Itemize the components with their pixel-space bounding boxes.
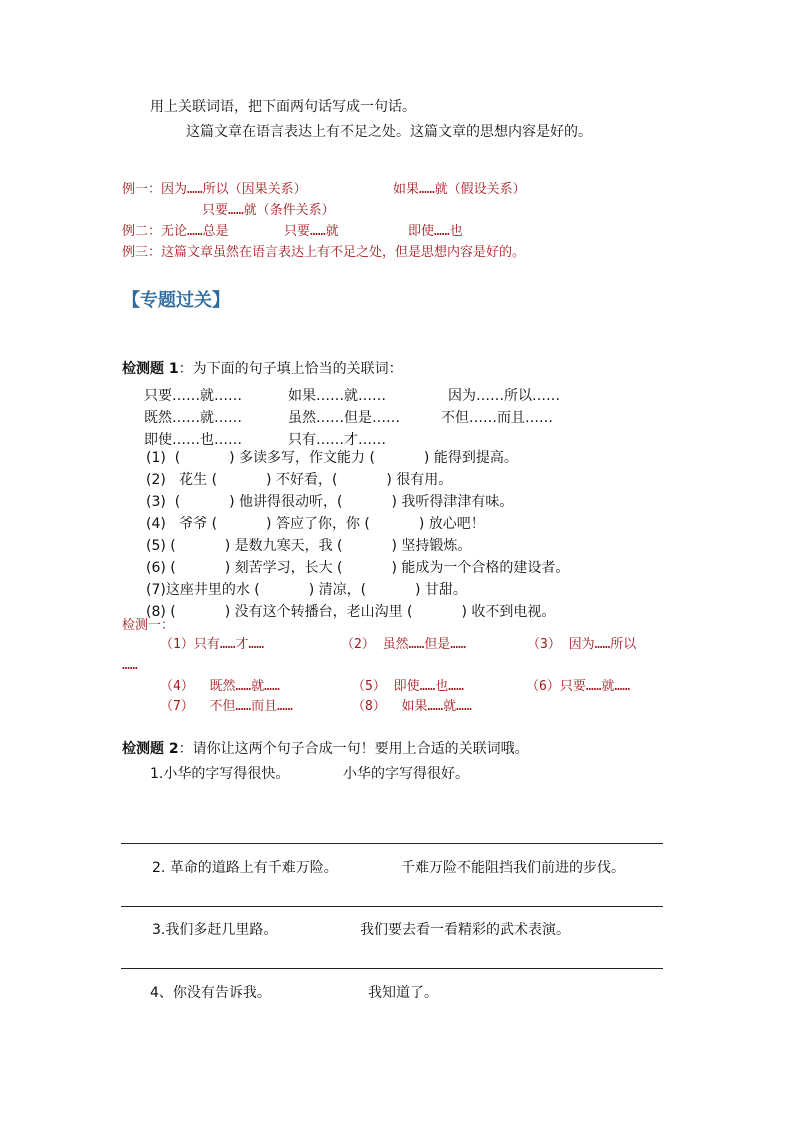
test2-label: 检测题 2 [122,741,179,757]
example-line3-b: 只要……就 [284,224,339,239]
answer-line[interactable] [121,968,663,969]
test2-heading [122,740,529,758]
word-option: 因为……所以…… [448,388,560,404]
answer-5: （5） 即使……也…… [352,679,464,694]
answer-1: （1）只有……才…… [160,637,265,652]
word-option: 既然……就…… [144,410,242,426]
item-sentence-a: 革命的道路上有千难万险。 [169,860,338,876]
example-line1-b: 如果……就（假设关系） [393,182,526,197]
combine-item-2 [152,859,338,877]
item-number: 3. [152,922,166,938]
answer-4: （4） 既然……就…… [160,679,280,694]
fill-sentence-5: (5) ( ) 是数九寒天，我 ( ) 坚持锻炼。 [146,538,472,554]
item-sentence-b: 千难万险不能阻挡我们前进的步伐。 [401,860,625,876]
item-number: 2. [152,860,166,876]
answers-label: 检测一： [122,618,175,633]
word-option: 如果……就…… [288,388,386,404]
fill-sentence-8: (8) ( ) 没有这个转播台，老山沟里 ( ) 收不到电视。 [146,604,556,620]
answer-line[interactable] [121,843,663,844]
item-sentence-b: 我知道了。 [368,985,438,1001]
fill-sentence-3: (3) ( ) 他讲得很动听，( ) 我听得津津有味。 [146,494,514,510]
test2-prompt: ：请你让这两个句子合成一句！要用上合适的关联词哦。 [178,741,529,757]
example-line3-c: 即使……也 [408,224,463,239]
intro-instruction: 用上关联词语，把下面两句话写成一句话。 [150,99,416,115]
item-sentence-a: 你没有告诉我。 [172,985,271,1001]
answer-6: （6）只要……就…… [526,679,631,694]
fill-sentence-7: (7)这座井里的水 ( ) 清凉，( ) 甘甜。 [146,582,467,598]
fill-sentence-6: (6) ( ) 刻苦学习，长大 ( ) 能成为一个合格的建设者。 [146,560,570,576]
test1-heading [122,360,403,378]
word-option: 只有……才…… [288,432,386,448]
item-sentence-b: 小华的字写得很好。 [343,766,469,782]
item-sentence-a: 小华的字写得很快。 [163,766,290,782]
word-option: 不但……而且…… [441,410,553,426]
test1-prompt: ：为下面的句子填上恰当的关联词： [178,361,403,377]
answer-3: （3） 因为……所以 [527,637,637,652]
answer-7: （7） 不但……而且…… [160,699,293,714]
item-sentence-a: 我们多赶几里路。 [165,922,278,938]
word-option: 只要……就…… [144,388,242,404]
fill-sentence-4: (4) 爷爷 ( ) 答应了你，你 ( ) 放心吧！ [146,516,485,532]
fill-sentence-2: (2) 花生 ( ) 不好看，( ) 很有用。 [146,472,453,488]
intro-sentence: 这篇文章在语言表达上有不足之处。这篇文章的思想内容是好的。 [186,124,592,140]
item-sentence-b: 我们要去看一看精彩的武术表演。 [360,922,570,938]
example-line2: 只要……就（条件关系） [202,203,335,218]
example-line3-a: 例二：无论……总是 [122,224,229,239]
test1-label: 检测题 1 [122,361,179,377]
answer-line[interactable] [121,906,663,907]
item-number: 4、 [150,985,173,1001]
combine-item-1 [150,765,289,783]
answer-3-continued: …… [122,658,138,673]
answer-8: （8） 如果……就…… [352,699,472,714]
fill-sentence-1: (1) ( ) 多读多写，作文能力 ( ) 能得到提高。 [146,450,518,466]
answer-2: （2） 虽然……但是…… [341,637,466,652]
example-line4: 例三：这篇文章虽然在语言表达上有不足之处，但是思想内容是好的。 [122,245,526,260]
section-title: 【专题过关】 [122,290,230,311]
combine-item-4 [150,984,271,1002]
word-option: 即使……也…… [144,432,242,448]
combine-item-3 [152,921,277,939]
item-number: 1. [150,766,164,782]
word-option: 虽然……但是…… [288,410,400,426]
example-line1-a: 例一：因为……所以（因果关系） [122,182,307,197]
